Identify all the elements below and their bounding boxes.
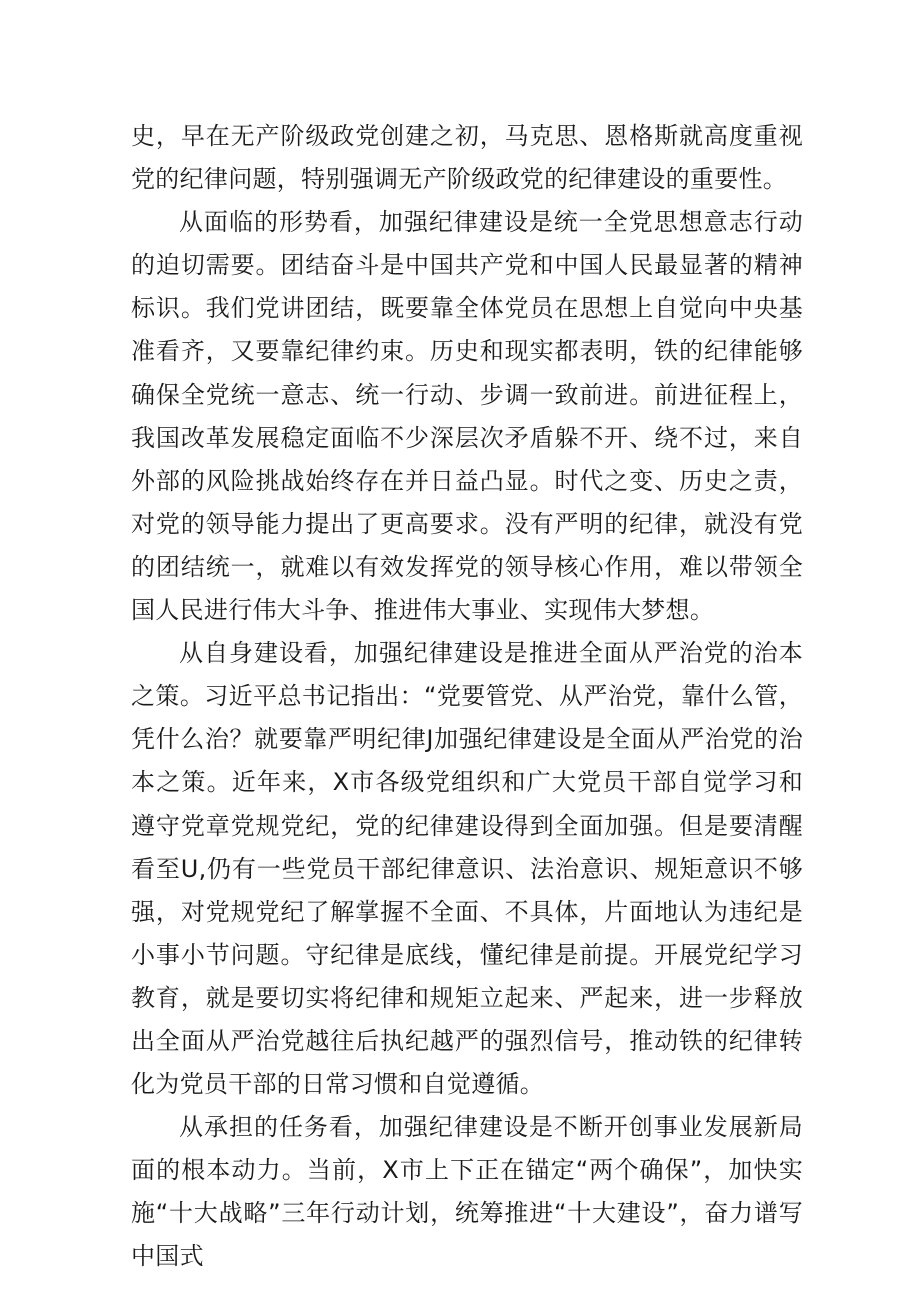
document-body [131, 115, 803, 1279]
paragraph-1: 史，早在无产阶级政党创建之初，马克思、恩格斯就高度重视党的纪律问题，特别强调无产阶级政党的纪律建设的重要性。 [131, 122, 803, 194]
paragraph-2: 从面临的形势看，加强纪律建设是统一全党思想意志行动的迫切需要。团结奋斗是中国共产党和中国人民最显著的精神标识。我们党讲团结，既要靠全体党员在思想上自觉向中央基准看齐，又要靠纪律约束。历史和现实都表明，铁的纪律能够确保全党统一意志、统一行动、步调一致前进。前进征程上，我国改革发展稳定面临不少深层次矛盾躲不开、绕不过，来自外部的风险挑战始终存在并日益凸显。时代之变、历史之责，对党的领导能力提出了更高要求。没有严明的纪律，就没有党的团结统一，就难以有效发挥党的领导核心作用，难以带领全国人民进行伟大斗争、推进伟大事业、实现伟大梦想。 [131, 208, 803, 625]
paragraph-3: 从自身建设看，加强纪律建设是推进全面从严治党的治本之策。习近平总书记指出：“党要管党、从严治党，靠什么管，凭什么治？就要靠严明纪律J加强纪律建设是全面从严治党的治本之策。近年来，X市各级党组织和广大党员干部自觉学习和遵守党章党规党纪，党的纪律建设得到全面加强。但是要清醒看至U,仍有一些党员干部纪律意识、法治意识、规矩意识不够强，对党规党纪了解掌握不全面、不具体，片面地认为违纪是小事小节问题。守纪律是底线，懂纪律是前提。开展党纪学习教育，就是要切实将纪律和规矩立起来、严起来，进一步释放出全面从严治党越往后执纪越严的强烈信号，推动铁的纪律转化为党员干部的日常习惯和自觉遵循。 [131, 639, 803, 1099]
paragraph-4: 从承担的任务看，加强纪律建设是不断开创事业发展新局面的根本动力。当前，X市上下正在锚定“两个确保”，加快实施“十大战略”三年行动计划，统筹推进“十大建设”，奋力谱写中国式 [131, 1113, 803, 1271]
